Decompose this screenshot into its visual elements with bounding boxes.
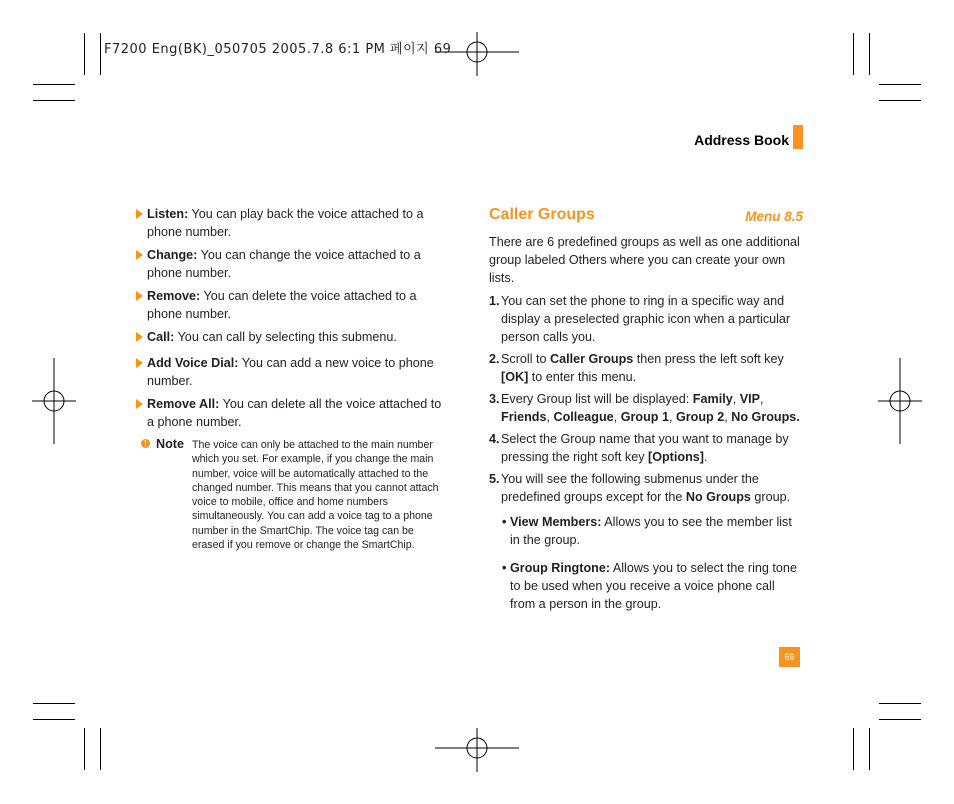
step-text: , bbox=[613, 410, 621, 424]
note-label: Note bbox=[156, 437, 184, 451]
step-text: then press the left soft key bbox=[633, 352, 784, 366]
arrow-bullet-icon bbox=[136, 209, 143, 219]
step-text: Every Group list will be displayed: bbox=[501, 392, 693, 406]
note-box bbox=[136, 438, 448, 552]
step-emphasis: Friends bbox=[501, 410, 547, 424]
list-item-call bbox=[136, 328, 448, 346]
step-item bbox=[489, 390, 803, 426]
step-text: group. bbox=[750, 490, 791, 504]
step-emphasis: Group 1 bbox=[620, 410, 669, 424]
description: You can add a new voice to phone number. bbox=[147, 356, 434, 388]
step-emphasis: Group 2 bbox=[675, 410, 725, 424]
term: Group Ringtone: bbox=[510, 561, 611, 575]
steps-list bbox=[489, 292, 803, 506]
registration-mark-right-icon bbox=[878, 358, 922, 444]
left-column bbox=[136, 205, 448, 552]
term: Remove All: bbox=[147, 397, 220, 411]
step-text: , bbox=[724, 410, 732, 424]
step-text: , bbox=[732, 392, 740, 406]
term: Listen: bbox=[147, 207, 189, 221]
step-text: , bbox=[760, 392, 764, 406]
description: You can delete all the voice attached to a phone number. bbox=[147, 397, 442, 429]
arrow-bullet-icon bbox=[136, 399, 143, 409]
page-number: 69 bbox=[779, 647, 800, 667]
subsection-heading bbox=[489, 205, 803, 229]
term: Add Voice Dial: bbox=[147, 356, 239, 370]
step-emphasis: VIP bbox=[739, 392, 761, 406]
step-item bbox=[489, 350, 803, 386]
step-item bbox=[489, 470, 803, 506]
right-column bbox=[489, 205, 803, 617]
step-number: 2. bbox=[489, 352, 500, 366]
description: Allows you to see the member list in the group. bbox=[510, 515, 792, 547]
menu-number: Menu 8.5 bbox=[745, 209, 803, 224]
list-item-listen bbox=[136, 205, 448, 241]
list-item-remove-all bbox=[136, 395, 448, 431]
description: You can change the voice attached to a phone number. bbox=[147, 248, 421, 280]
step-item bbox=[489, 292, 803, 346]
section-title: Address Book bbox=[694, 132, 789, 148]
step-emphasis: [OK] bbox=[501, 370, 529, 384]
term: View Members: bbox=[510, 515, 602, 529]
step-emphasis: Family bbox=[692, 392, 733, 406]
arrow-bullet-icon bbox=[136, 250, 143, 260]
step-emphasis: No Groups. bbox=[731, 410, 800, 424]
step-text: . bbox=[703, 450, 708, 464]
note-text: The voice can only be attached to the main number which you set. For example, if you change the main number, voice will be automatically attached to the changed number. This means that you cannot attach voice to mobile, office and home numbers simultaneously. You can add a voice tag to a phone number in the SmartChip. The voice tag can be erased if you remove or change the SmartChip. bbox=[192, 439, 439, 552]
step-number: 5. bbox=[489, 472, 500, 486]
term: Change: bbox=[147, 248, 198, 262]
step-emphasis: Colleague bbox=[553, 410, 614, 424]
arrow-bullet-icon bbox=[136, 332, 143, 342]
step-text: You will see the following submenus under the predefined groups except for the bbox=[501, 472, 759, 504]
print-slug: F7200 Eng(BK)_050705 2005.7.8 6:1 PM 페이지 69 bbox=[104, 42, 452, 57]
list-item-change bbox=[136, 246, 448, 282]
list-item-remove bbox=[136, 287, 448, 323]
term: Call: bbox=[147, 330, 175, 344]
subitem-view-members bbox=[489, 513, 803, 549]
subitem-group-ringtone bbox=[489, 559, 803, 613]
step-text: , bbox=[546, 410, 554, 424]
info-icon: ! bbox=[141, 439, 150, 448]
subsection-title: Caller Groups bbox=[489, 206, 595, 223]
intro-paragraph: There are 6 predefined groups as well as one additional group labeled Others where you can create your own lists. bbox=[489, 235, 800, 285]
term: Remove: bbox=[147, 289, 201, 303]
list-item-add-voice-dial bbox=[136, 354, 448, 390]
bullet-dot-icon: • bbox=[502, 561, 507, 575]
section-tab-marker bbox=[793, 125, 803, 149]
description: You can call by selecting this submenu. bbox=[174, 330, 397, 344]
registration-mark-left-icon bbox=[32, 358, 76, 444]
step-text: , bbox=[668, 410, 676, 424]
step-emphasis: No Groups bbox=[685, 490, 751, 504]
description: You can play back the voice attached to a phone number. bbox=[147, 207, 424, 239]
step-number: 4. bbox=[489, 432, 500, 446]
arrow-bullet-icon bbox=[136, 358, 143, 368]
bullet-dot-icon: • bbox=[502, 515, 507, 529]
step-text: Scroll to bbox=[501, 352, 550, 366]
registration-mark-bottom-icon bbox=[435, 728, 519, 772]
step-emphasis: Caller Groups bbox=[550, 352, 634, 366]
step-text: You can set the phone to ring in a specific way and display a preselected graphic icon when a particular person calls you. bbox=[501, 294, 791, 344]
step-text: Select the Group name that you want to manage by pressing the right soft key bbox=[501, 432, 789, 464]
step-item bbox=[489, 430, 803, 466]
step-number: 1. bbox=[489, 294, 500, 308]
description: You can delete the voice attached to a phone number. bbox=[147, 289, 417, 321]
step-emphasis: [Options] bbox=[648, 450, 704, 464]
step-text: to enter this menu. bbox=[528, 370, 637, 384]
arrow-bullet-icon bbox=[136, 291, 143, 301]
description: Allows you to select the ring tone to be used when you receive a voice phone call from a person in the group. bbox=[510, 561, 797, 611]
step-number: 3. bbox=[489, 392, 500, 406]
